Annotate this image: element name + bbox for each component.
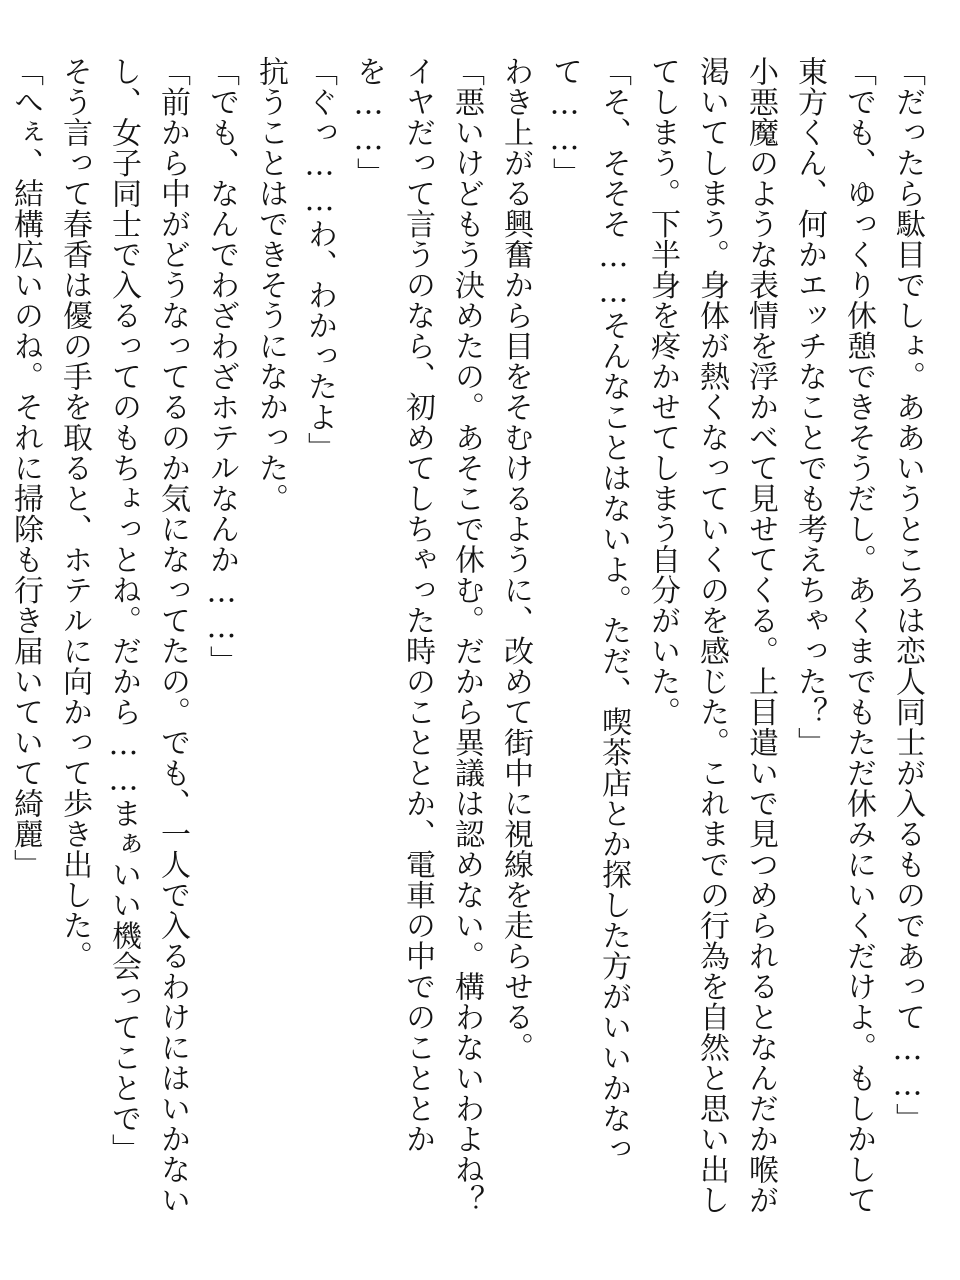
paragraph-dialogue: 「でも、なんでわざわざホテルなんか……」 — [204, 56, 239, 676]
paragraph-dialogue: 「でも、ゆっくり休憩できそうだし。あくまでもただ休みにいくだけよ。もしかして東方くん、何かエッチなことでも考えちゃった？」 — [792, 56, 876, 1215]
paragraph-dialogue: 「前から中がどうなってるのか気になってたの。でも、一人で入るわけにはいかないし、女子同士で入るってのもちょっとね。だから……まぁいい機会ってことで」 — [106, 56, 190, 1215]
paragraph-narration: 抗うことはできそうになかった。 — [253, 56, 288, 514]
paragraph-dialogue: 「だったら駄目でしょ。ああいうところは恋人同士が入るものであって……」 — [890, 56, 925, 1134]
paragraph-dialogue: 「そ、そそそ……そんなことはないよ。ただ、喫茶店とか探した方がいいかなって……」 — [547, 56, 631, 1164]
paragraph-narration: そう言って春香は優の手を取ると、ホテルに向かって歩き出した。 — [57, 56, 92, 971]
paragraph-dialogue: 「悪いけどもう決めたの。あそこで休む。だから異議は認めない。構わないわよね？イヤだって言うのなら、初めてしちゃった時のこととか、電車の中でのこととかを……」 — [351, 56, 484, 1215]
paragraph-dialogue: 「ぐっ……わ、わかったよ」 — [302, 56, 337, 463]
paragraph-narration: 小悪魔のような表情を浮かべて見せてくる。上目遣いで見つめられるとなんだか喉が渇いてしまう。身体が熱くなっていくのを感じた。これまでの行為を自然と思い出してしまう。下半身を疼かせてしまう自分がいた。 — [645, 56, 778, 1215]
paragraph-dialogue: 「へぇ、結構広いのね。それに掃除も行き届いていて綺麗」 — [8, 56, 43, 880]
paragraph-narration: わき上がる興奮から目をそむけるように、改めて街中に視線を走らせる。 — [498, 56, 533, 1063]
vertical-text-body — [1, 56, 932, 1236]
